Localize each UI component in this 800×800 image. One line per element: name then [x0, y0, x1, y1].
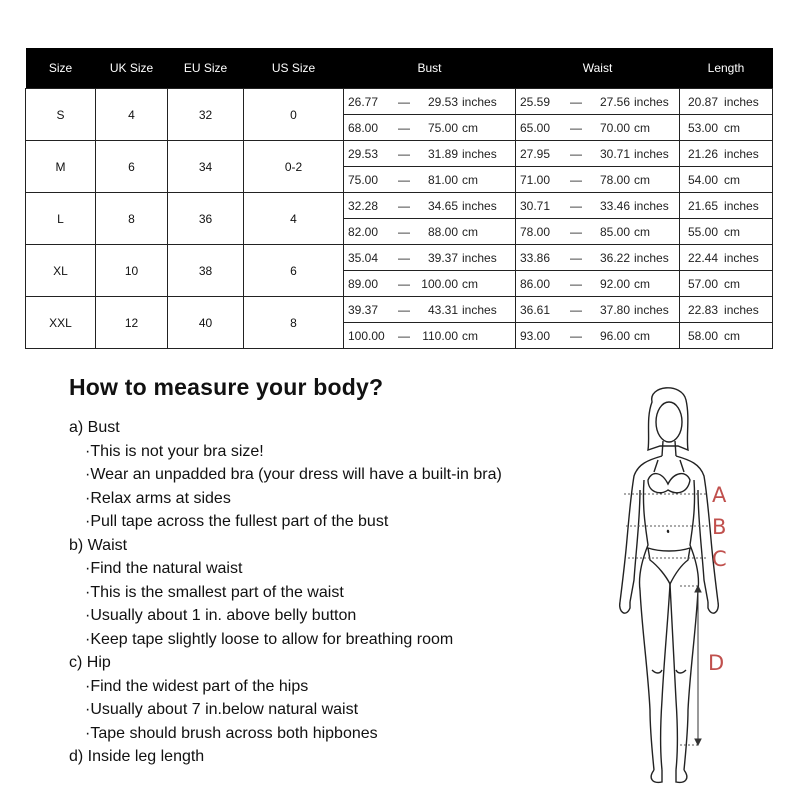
table-header-row — [26, 48, 773, 89]
length-line — [680, 193, 772, 218]
range-dash: — — [570, 250, 582, 265]
bust-range-cell — [344, 193, 516, 245]
waist-range-line — [516, 166, 679, 192]
guide-section-label: b) Waist — [69, 536, 128, 554]
uk-size-cell: 8 — [96, 193, 168, 245]
us-size-cell: 8 — [244, 297, 344, 349]
length-cell — [680, 245, 773, 297]
range-dash: — — [570, 276, 582, 291]
length-value: 54.00 — [688, 172, 719, 187]
guide-section-label: a) Bust — [69, 419, 120, 436]
uk-size-cell: 6 — [96, 141, 168, 193]
range-from: 36.61 — [520, 302, 551, 317]
us-size-cell: 0-2 — [244, 141, 344, 193]
bust-range-cell — [344, 245, 516, 297]
eu-size-cell: 38 — [168, 245, 244, 297]
range-from: 86.00 — [520, 276, 551, 291]
length-line — [680, 270, 772, 296]
waist-range-cell — [516, 141, 680, 193]
range-unit: inches — [634, 146, 669, 161]
size-cell: S — [26, 89, 96, 141]
waist-range-line — [516, 114, 679, 140]
range-unit: inches — [462, 146, 497, 161]
length-unit: cm — [724, 224, 741, 239]
bust-range-cell — [344, 89, 516, 141]
length-line — [680, 245, 772, 270]
range-to: 43.31 — [427, 302, 458, 317]
range-to: 96.00 — [599, 328, 630, 343]
range-to: 92.00 — [599, 276, 630, 291]
range-from: 30.71 — [520, 198, 551, 213]
length-cell — [680, 193, 773, 245]
size-cell: M — [26, 141, 96, 193]
bust-range-line — [344, 166, 515, 192]
guide-tip: ·Usually about 7 in.below natural waist — [85, 701, 359, 718]
guide-tip: ·This is the smallest part of the waist — [85, 583, 344, 601]
bust-range-line — [344, 114, 515, 140]
range-dash: — — [570, 302, 582, 317]
length-unit: inches — [724, 198, 759, 213]
bust-range-line — [344, 297, 515, 322]
range-unit: cm — [634, 328, 650, 343]
waist-range-line — [516, 193, 679, 218]
guide-tip: ·Keep tape slightly loose to allow for breathing room — [85, 630, 454, 648]
label-a: A — [712, 483, 727, 507]
waist-range-cell — [516, 297, 680, 349]
size-cell: L — [26, 193, 96, 245]
length-cell — [680, 89, 773, 141]
guide-section-label: d) Inside leg length — [69, 748, 205, 765]
bust-range-line — [344, 141, 515, 166]
range-to: 34.65 — [427, 198, 458, 213]
guide-tip: ·Find the natural waist — [85, 560, 243, 577]
eu-size-cell: 36 — [168, 193, 244, 245]
range-to: 37.80 — [599, 302, 630, 317]
waist-range-line — [516, 218, 679, 244]
range-dash: — — [398, 328, 410, 343]
waist-range-line — [516, 270, 679, 296]
range-to: 39.37 — [427, 250, 458, 265]
range-to: 88.00 — [427, 224, 458, 239]
guide-tip: ·Usually about 1 in. above belly button — [85, 607, 357, 624]
range-unit: inches — [462, 94, 497, 109]
range-unit: cm — [634, 224, 650, 239]
length-line — [680, 297, 772, 322]
range-from: 82.00 — [348, 224, 379, 239]
waist-range-cell — [516, 245, 680, 297]
measuring-instructions — [69, 416, 589, 769]
range-from: 100.00 — [348, 328, 385, 343]
size-cell: XL — [26, 245, 96, 297]
range-unit: inches — [634, 94, 669, 109]
range-to: 36.22 — [599, 250, 630, 265]
range-dash: — — [398, 276, 410, 291]
range-unit: inches — [462, 250, 497, 265]
waist-range-line — [516, 322, 679, 348]
table-row — [26, 245, 773, 297]
column-header: Length — [680, 48, 773, 89]
range-dash: — — [398, 224, 410, 239]
length-line — [680, 141, 772, 166]
length-line — [680, 89, 772, 114]
range-from: 29.53 — [348, 146, 379, 161]
range-to: 27.56 — [599, 94, 630, 109]
eu-size-cell: 40 — [168, 297, 244, 349]
uk-size-cell: 12 — [96, 297, 168, 349]
uk-size-cell: 4 — [96, 89, 168, 141]
column-header: US Size — [244, 48, 344, 89]
range-dash: — — [398, 172, 410, 187]
range-from: 75.00 — [348, 172, 379, 187]
range-to: 70.00 — [599, 120, 630, 135]
table-body — [26, 89, 773, 349]
range-unit: cm — [462, 224, 478, 239]
range-dash: — — [398, 120, 410, 135]
length-line — [680, 114, 772, 140]
length-value: 57.00 — [688, 276, 719, 291]
label-d: D — [708, 651, 725, 675]
waist-range-line — [516, 297, 679, 322]
us-size-cell: 0 — [244, 89, 344, 141]
range-to: 100.00 — [421, 276, 458, 291]
us-size-cell: 6 — [244, 245, 344, 297]
range-from: 93.00 — [520, 328, 551, 343]
range-from: 26.77 — [348, 94, 379, 109]
range-from: 32.28 — [348, 198, 379, 213]
length-unit: inches — [724, 94, 759, 109]
guide-title: How to measure your body? — [69, 374, 384, 400]
table-row — [26, 141, 773, 193]
length-value: 53.00 — [688, 120, 719, 135]
bust-range-line — [344, 270, 515, 296]
range-dash: — — [570, 94, 582, 109]
range-unit: cm — [634, 172, 650, 187]
range-dash: — — [398, 94, 410, 109]
range-to: 110.00 — [422, 328, 458, 343]
length-unit: inches — [724, 250, 759, 265]
range-unit: cm — [462, 328, 478, 343]
range-dash: — — [570, 224, 582, 239]
range-to: 85.00 — [599, 224, 630, 239]
range-from: 89.00 — [348, 276, 379, 291]
range-unit: cm — [462, 172, 478, 187]
length-cell — [680, 297, 773, 349]
range-unit: cm — [634, 120, 650, 135]
range-to: 33.46 — [599, 198, 630, 213]
length-unit: cm — [724, 328, 741, 343]
length-unit: inches — [724, 146, 759, 161]
range-dash: — — [398, 250, 410, 265]
table-row — [26, 193, 773, 245]
length-line — [680, 322, 772, 348]
waist-range-line — [516, 141, 679, 166]
range-dash: — — [570, 198, 582, 213]
length-unit: cm — [724, 120, 741, 135]
range-unit: cm — [462, 276, 478, 291]
label-c: C — [712, 547, 727, 571]
length-unit: cm — [724, 276, 741, 291]
label-b: B — [712, 515, 727, 539]
range-from: 27.95 — [520, 146, 551, 161]
bust-range-line — [344, 245, 515, 270]
guide-section-label: c) Hip — [69, 654, 111, 671]
range-from: 68.00 — [348, 120, 379, 135]
guide-tip: ·Find the widest part of the hips — [85, 677, 309, 695]
waist-range-cell — [516, 89, 680, 141]
guide-tip: ·This is not your bra size! — [85, 442, 264, 460]
length-unit: inches — [724, 302, 759, 317]
column-header: Size — [26, 48, 96, 89]
range-from: 78.00 — [520, 224, 551, 239]
guide-tip: ·Relax arms at sides — [85, 489, 231, 507]
range-to: 31.89 — [427, 146, 458, 161]
female-body-outline-icon — [590, 380, 760, 795]
range-unit: cm — [462, 120, 478, 135]
length-line — [680, 166, 772, 192]
range-from: 33.86 — [520, 250, 551, 265]
length-unit: cm — [724, 172, 741, 187]
guide-tip: ·Tape should brush across both hipbones — [85, 724, 378, 742]
range-to: 78.00 — [599, 172, 630, 187]
length-value: 55.00 — [688, 224, 719, 239]
guide-tip: ·Pull tape across the fullest part of the bust — [85, 513, 389, 530]
eu-size-cell: 34 — [168, 141, 244, 193]
length-cell — [680, 141, 773, 193]
range-unit: inches — [634, 302, 669, 317]
length-value: 22.83 — [688, 302, 719, 317]
length-value: 22.44 — [688, 250, 719, 265]
table-row — [26, 89, 773, 141]
bust-range-line — [344, 218, 515, 244]
range-unit: inches — [462, 302, 497, 317]
range-dash: — — [398, 302, 410, 317]
bust-range-line — [344, 89, 515, 114]
range-dash: — — [570, 172, 582, 187]
length-value: 21.26 — [688, 146, 719, 161]
range-dash: — — [570, 328, 582, 343]
size-chart-table — [25, 48, 773, 349]
range-from: 25.59 — [520, 94, 551, 109]
column-header: UK Size — [96, 48, 168, 89]
range-from: 35.04 — [348, 250, 379, 265]
range-to: 75.00 — [427, 120, 458, 135]
range-from: 65.00 — [520, 120, 551, 135]
us-size-cell: 4 — [244, 193, 344, 245]
length-value: 58.00 — [688, 328, 719, 343]
size-cell: XXL — [26, 297, 96, 349]
eu-size-cell: 32 — [168, 89, 244, 141]
table-row — [26, 297, 773, 349]
range-from: 71.00 — [520, 172, 551, 187]
length-value: 21.65 — [688, 198, 719, 213]
waist-range-cell — [516, 193, 680, 245]
range-unit: inches — [634, 198, 669, 213]
range-dash: — — [398, 198, 410, 213]
range-unit: cm — [634, 276, 650, 291]
range-dash: — — [570, 146, 582, 161]
range-unit: inches — [634, 250, 669, 265]
column-header: Waist — [516, 48, 680, 89]
range-to: 30.71 — [599, 146, 630, 161]
range-to: 81.00 — [427, 172, 458, 187]
guide-tip: ·Wear an unpadded bra (your dress will have a built-in bra) — [85, 466, 502, 483]
column-header: Bust — [344, 48, 516, 89]
uk-size-cell: 10 — [96, 245, 168, 297]
range-unit: inches — [462, 198, 497, 213]
length-value: 20.87 — [688, 94, 719, 109]
column-header: EU Size — [168, 48, 244, 89]
bust-range-line — [344, 193, 515, 218]
range-dash: — — [570, 120, 582, 135]
waist-range-line — [516, 245, 679, 270]
length-line — [680, 218, 772, 244]
range-from: 39.37 — [348, 302, 379, 317]
waist-range-line — [516, 89, 679, 114]
bust-range-cell — [344, 141, 516, 193]
range-to: 29.53 — [427, 94, 458, 109]
bust-range-cell — [344, 297, 516, 349]
range-dash: — — [398, 146, 410, 161]
bust-range-line — [344, 322, 515, 348]
